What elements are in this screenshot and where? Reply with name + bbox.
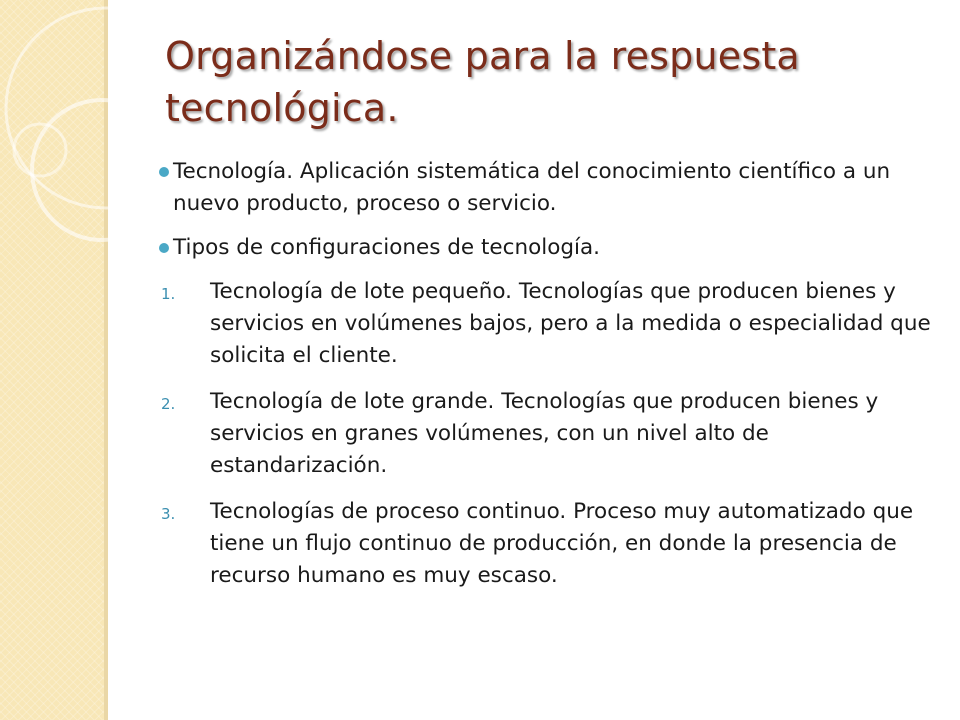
slide-title: Organizándose para la respuesta tecnológica. (165, 34, 800, 130)
decorative-ring-small (14, 124, 66, 176)
list-number: 2. (161, 395, 176, 413)
numbered-text: Tecnologías de proceso continuo. Proceso muy automatizado que tiene un flujo continuo de producción, en donde la presencia de recurso humano es muy escaso. (210, 499, 914, 588)
numbered-item (160, 386, 940, 482)
numbered-item (160, 276, 940, 372)
bullet-item (160, 232, 940, 264)
bullet-text: Tipos de configuraciones de tecnología. (173, 235, 600, 260)
numbered-text: Tecnología de lote pequeño. Tecnologías que producen bienes y servicios en volúmenes bajos, pero a la medida o especialidad que solicita el cliente. (210, 279, 931, 368)
list-number: 3. (161, 505, 176, 523)
slide-body (160, 156, 940, 606)
list-number: 1. (161, 285, 176, 303)
numbered-item (160, 496, 940, 592)
bullet-dot-icon (159, 243, 169, 253)
bullet-item (160, 156, 940, 220)
numbered-text: Tecnología de lote grande. Tecnologías que producen bienes y servicios en granes volúmenes, con un nivel alto de estandarización. (210, 389, 879, 478)
decorative-ring-medium (32, 100, 172, 240)
bullet-dot-icon (159, 167, 169, 177)
bullet-text: Tecnología. Aplicación sistemática del conocimiento científico a un nuevo producto, proceso o servicio. (173, 159, 891, 216)
